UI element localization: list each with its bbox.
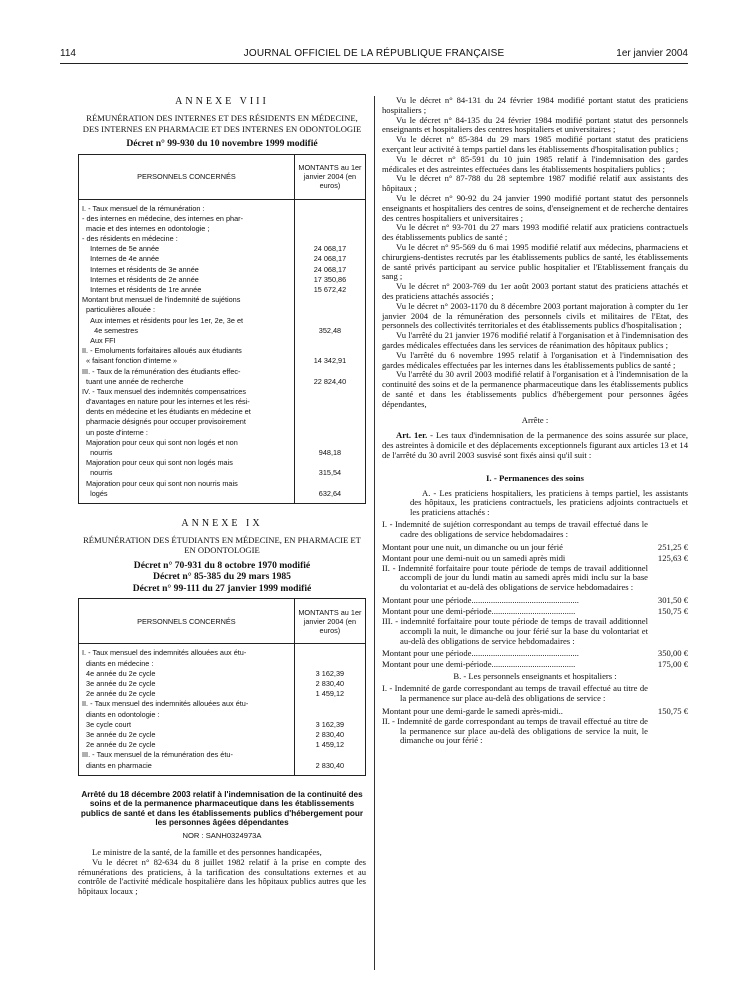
amount-value: 350,00 €	[657, 648, 688, 659]
annex9-labels	[79, 644, 295, 775]
annex9-decrets	[78, 560, 366, 595]
annex9-decret-2: Décret n° 85-385 du 29 mars 1985	[153, 571, 291, 583]
amount-value: 150,75 €	[657, 606, 688, 617]
table-row-label: un poste d'interne :	[82, 427, 148, 437]
table-row-label: d'avantages en nature pour les internes et les rési-	[82, 397, 250, 407]
table-row-value: 2 830,40	[315, 760, 345, 770]
annex9-subtitle: RÉMUNÉRATION DES ÉTUDIANTS EN MÉDECINE, EN PHARMACIE ET EN ODONTOLOGIE	[83, 534, 361, 556]
amount-value: 125,63 €	[657, 552, 688, 563]
amount-value: 175,00 €	[657, 659, 688, 670]
header-rule	[60, 63, 688, 64]
table-row-label: II. - Taux mensuel des indemnités allouées aux étu-	[82, 699, 249, 709]
annex9-col1-header: PERSONNELS CONCERNÉS	[79, 599, 295, 644]
article-1-label: Art. 1er.	[396, 430, 428, 441]
vu-paragraph: Vu le décret n° 93-701 du 27 mars 1993 modifié relatif aux praticiens contractuels des établissements publics de santé ;	[382, 222, 688, 243]
table-row-label: 4e année du 2e cycle	[82, 668, 156, 678]
table-row-label: Internes de 5e année	[82, 244, 160, 254]
amount-value: 301,50 €	[657, 595, 688, 606]
amount-row	[382, 542, 688, 553]
annex9-title: ANNEXE IX	[181, 517, 263, 529]
table-row-value: 24 068,17	[313, 244, 347, 254]
table-row-label: III. - Taux mensuel de la rémunération des étu-	[82, 750, 233, 760]
table-row-label: Majoration pour ceux qui sont non logés mais	[82, 458, 233, 468]
annex8-table	[78, 154, 366, 504]
table-row-label: Aux FFI	[82, 335, 116, 345]
table-row-value	[295, 407, 365, 417]
vu-paragraph: Vu le décret n° 84-131 du 24 février 1984 modifié portant statut des praticiens hospitaliers ;	[382, 95, 688, 115]
table-row-label: nourris	[82, 468, 113, 478]
table-row-label: particulières allouée :	[82, 305, 156, 315]
table-row-label: nourris	[82, 448, 113, 457]
vu-paragraph: Vu l'arrêté du 21 janvier 1976 modifié relatif à l'organisation et à l'indemnisation des gardes médicales effectuées dans les services de réanimation des hôpitaux publics ;	[382, 330, 688, 350]
table-row-label: dents en médecine et les étudiants en médecine et	[82, 407, 251, 417]
indemnity-item: II. - Indemnité forfaitaire pour toute période de temps de travail additionnel accompli de jour du lundi matin au samedi après midi inclu sur la base du volontariat et au-delà des obligations de service hebdomadaires :	[382, 562, 648, 593]
table-row-value	[295, 305, 365, 315]
left-column	[78, 96, 366, 897]
table-row-value: 3 162,39	[315, 668, 345, 678]
table-row-label: Internes et résidents de 3e année	[82, 264, 199, 274]
amount-label: Montant pour une période..................................................	[382, 595, 579, 606]
annex8-col1-header: PERSONNELS CONCERNÉS	[79, 154, 295, 199]
table-row-value: 2 830,40	[315, 679, 345, 688]
annex9-decret-3: Décret n° 99-111 du 27 janvier 1999 modifié	[132, 582, 312, 594]
journal-title: JOURNAL OFFICIEL DE LA RÉPUBLIQUE FRANÇAISE	[243, 48, 505, 59]
table-row-value: 24 068,17	[313, 254, 347, 264]
table-row-value	[295, 204, 365, 214]
annex8-title: ANNEXE VIII	[175, 96, 269, 107]
arrete-nor: NOR : SANH0324973A	[182, 831, 262, 841]
table-row-value	[295, 659, 365, 669]
table-row-label: diants en pharmacie	[82, 760, 152, 770]
amount-row	[382, 595, 688, 606]
table-row-label: 4e semestres	[82, 325, 138, 335]
table-row-value: 14 342,91	[313, 356, 347, 366]
vu-paragraph: Vu le décret n° 90-92 du 24 janvier 1990 modifié portant statut des personnels enseignants et hospitaliers des centres de soins, d'enseignement et de recherche dentaires des centres hospitaliers et universitaires ;	[382, 192, 688, 223]
table-row-value: 1 459,12	[315, 740, 345, 750]
table-row-label: macie et des internes en odontologie ;	[82, 223, 210, 233]
table-row-value: 17 350,86	[313, 274, 347, 284]
column-divider	[374, 96, 375, 970]
table-row-label: Internes de 4e année	[82, 254, 160, 264]
annex8-subtitle: RÉMUNÉRATION DES INTERNES ET DES RÉSIDENTS EN MÉDECINE, DES INTERNES EN PHARMACIE ET DES INTERNES EN ODONTOLOGIE	[82, 113, 362, 134]
table-row-value	[295, 346, 365, 356]
table-row-label: Majoration pour ceux qui sont non logés et non	[82, 437, 238, 447]
table-row-label: I. - Taux mensuel des indemnités allouées aux étu-	[82, 648, 247, 658]
items-a	[382, 520, 688, 670]
table-row-value	[295, 428, 365, 438]
right-column	[382, 96, 688, 748]
indemnity-item: III. - indemnité forfaitaire pour toute période de temps de travail additionnel accompli la nuit, le dimanche ou jour férié sur la base du volontariat et au-delà des obligations de service hebdomadaires :	[382, 616, 648, 646]
annex8-col2-header: MONTANTS au 1er janvier 2004 (en euros)	[294, 154, 365, 199]
table-row-value: 24 068,17	[313, 264, 347, 274]
table-row-value: 948,18	[318, 448, 342, 457]
table-row-value	[295, 234, 365, 244]
vu-paragraph: Vu le décret n° 2003-1170 du 8 décembre 2003 portant majoration à compter du 1er janvier 2004 de la rémunération des personnels civils et militaires de l'Etat, des personnels des collectivités territoriales et des établissements publics d'hospitalisation ;	[382, 300, 688, 331]
table-row-label: pharmacie désignés pour occuper provisoirement	[82, 417, 246, 427]
subsection-a: A. - Les praticiens hospitaliers, les praticiens à temps partiel, les assistants des hôpitaux, les praticiens contractuels, les praticiens adjoints contractuels et les praticiens attachés :	[410, 487, 688, 518]
arrete-title: Arrêté du 18 décembre 2003 relatif à l'indemnisation de la continuité des soins et de la permanence pharmaceutique dans les établissements publics de santé et dans les établissements publics d'hébergement pour les personnes âgées dépendantes	[80, 789, 364, 828]
table-row-label: 3e année du 2e cycle	[82, 729, 156, 739]
section-title: I. - Permanences des soins	[486, 472, 584, 483]
amount-value: 251,25 €	[657, 541, 688, 552]
table-row-label: Aux internes et résidents pour les 1er, 2e, 3e et	[82, 315, 244, 325]
table-row-label: Internes et résidents de 1re année	[82, 285, 202, 294]
table-row-value: 352,48	[318, 325, 342, 335]
amount-label: Montant pour une demi-période.......................................	[382, 659, 576, 670]
vu-paragraph: Vu le décret n° 84-135 du 24 février 1984 modifié portant statut des personnels enseignants et hospitaliers des centres hospitaliers et universitaires ;	[382, 114, 688, 135]
table-row-label: diants en médecine :	[82, 658, 154, 668]
table-row-label: Majoration pour ceux qui sont non nourris mais	[82, 478, 238, 488]
table-row-label: 3e année du 2e cycle	[82, 679, 156, 688]
table-row-value	[295, 699, 365, 709]
table-row-value	[295, 710, 365, 720]
arrete-word: Arrête :	[521, 414, 549, 425]
vu-list	[382, 96, 688, 410]
table-row-value	[295, 295, 365, 305]
annex9-decret-1: Décret n° 70-931 du 8 octobre 1970 modifié	[133, 559, 311, 571]
indemnity-item: I. - Indemnité de garde correspondant au temps de travail effectué au titre de la permanence sur place au-delà des obligations de service :	[382, 683, 648, 704]
article-1-text: - Les taux d'indemnisation de la permanence des soins assurée sur place, des astreintes à domicile et des déplacements exceptionnels figurant aux articles 13 et 14 de l'arrêté du 30 avril 2003 susvisé sont fixés ainsi qu'il suit :	[382, 430, 688, 460]
table-row-value	[295, 336, 365, 346]
amount-row	[382, 659, 688, 670]
amount-label: Montant pour une demi-nuit ou un samedi après midi	[382, 552, 566, 563]
arrete-vu-82-634: Vu le décret n° 82-634 du 8 juillet 1982 relatif à la prise en compte des rémunérations des praticiens, à la tarification des consultations externes et au contrôle de l'activité médicale hospitalière dans les hôpitaux publics autres que les hôpitaux locaux ;	[78, 856, 366, 897]
table-row-value	[295, 224, 365, 234]
amount-label: Montant pour une période..................................................	[382, 648, 579, 659]
indemnity-item: I. - Indemnité de sujétion correspondant au temps de travail effectué dans le cadre des obligations de service hebdomadaires :	[382, 519, 648, 539]
vu-paragraph: Vu le décret n° 85-384 du 29 mars 1985 modifié portant statut des praticiens exerçant leur activité à temps partiel dans les établissements d'hospitalisation publics ;	[382, 134, 688, 154]
table-row-value	[295, 458, 365, 468]
vu-paragraph: Vu le décret n° 95-569 du 6 mai 1995 modifié relatif aux médecins, pharmaciens et chirurgiens-dentistes recrutés par les établissements publics de santé, les établissements de santé privés participant au service public hospitalier et l'Etablissement français du sang ;	[382, 241, 688, 282]
table-row-value	[295, 316, 365, 326]
table-row-value: 315,54	[318, 468, 342, 478]
vu-paragraph: Vu le décret n° 2003-769 du 1er août 2003 portant statut des praticiens attachés et des praticiens attachés associés ;	[382, 281, 688, 301]
table-row-label: 3e cycle court	[82, 719, 132, 729]
table-row-label: diants en odontologie :	[82, 709, 160, 719]
table-row-value	[295, 397, 365, 407]
table-row-label: - des résidents en médecine :	[82, 234, 178, 244]
annex8-labels	[79, 199, 295, 503]
amount-label: Montant pour une nuit, un dimanche ou un jour férié	[382, 541, 563, 552]
table-row-label: tuant une année de recherche	[82, 376, 184, 386]
table-row-label: 2e année du 2e cycle	[82, 689, 156, 699]
table-row-value	[295, 438, 365, 448]
amount-label: Montant pour une demi-garde le samedi après-midi..	[382, 705, 563, 716]
amount-label: Montant pour une demi-période.......................................	[382, 606, 576, 617]
table-row-value	[295, 648, 365, 658]
items-b	[382, 684, 688, 746]
table-row-value: 22 824,40	[313, 376, 347, 386]
page-number: 114	[60, 48, 76, 59]
annex9-table	[78, 598, 366, 775]
annex9-values	[294, 644, 365, 775]
table-row-label: IV. - Taux mensuel des indemnités compensatrices	[82, 386, 246, 396]
subsection-b: B. - Les personnels enseignants et hospitaliers :	[453, 671, 617, 682]
table-row-label: II. - Emoluments forfaitaires alloués aux étudiants	[82, 346, 242, 356]
vu-paragraph: Vu le décret n° 85-591 du 10 juin 1985 relatif à l'indemnisation des gardes médicales et des astreintes effectuées dans les établissements hospitaliers publics ;	[382, 153, 688, 174]
table-row-value: 3 162,39	[315, 719, 345, 729]
arrete-intro: Le ministre de la santé, de la famille et des personnes handicapées,	[92, 847, 322, 858]
table-row-value	[295, 479, 365, 489]
table-row-value: 15 672,42	[313, 285, 347, 294]
amount-value: 150,75 €	[657, 705, 688, 716]
table-row-value: 1 459,12	[315, 689, 345, 699]
table-row-label: logés	[82, 488, 108, 498]
table-row-value: 632,64	[318, 488, 342, 498]
table-row-value	[295, 417, 365, 427]
table-row-label: - des internes en médecine, des internes en phar-	[82, 213, 244, 223]
annex8-values	[294, 199, 365, 503]
table-row-label: Montant brut mensuel de l'indemnité de sujétions	[82, 295, 241, 305]
table-row-value	[295, 387, 365, 397]
issue-date: 1er janvier 2004	[616, 48, 688, 59]
table-row-label: I. - Taux mensuel de la rémunération :	[82, 203, 205, 213]
indemnity-item: II. - Indemnité de garde correspondant au temps de travail effectué au titre de la permanence sur place au-delà des obligations de service la nuit, le dimanche ou jour férié :	[382, 715, 648, 746]
table-row-value	[295, 367, 365, 377]
article-1	[382, 431, 688, 460]
amount-row	[382, 648, 688, 659]
vu-paragraph: Vu l'arrêté du 6 novembre 1995 relatif à l'organisation et à l'indemnisation des gardes médicales effectuées par les internes dans les établissements publics de santé ;	[382, 349, 688, 370]
annex8-decret: Décret n° 99-930 du 10 novembre 1999 modifié	[126, 138, 318, 149]
annex9-col2-header: MONTANTS au 1er janvier 2004 (en euros)	[294, 599, 365, 644]
table-row-label: III. - Taux de la rémunération des étudiants effec-	[82, 366, 241, 376]
table-row-label: 2e année du 2e cycle	[82, 740, 156, 750]
table-row-label: Internes et résidents de 2e année	[82, 274, 199, 284]
page-header	[60, 48, 688, 62]
table-row-label: « faisant fonction d'interne »	[82, 356, 178, 366]
table-row-value: 2 830,40	[315, 729, 345, 739]
vu-paragraph: Vu l'arrêté du 30 avril 2003 modifié relatif à l'organisation et à l'indemnisation de la continuité des soins et de la permanence pharmaceutique dans les établissements publics de santé et dans les établissements publics d'hébergement pour personnes âgées dépendantes,	[382, 369, 688, 409]
table-row-value	[295, 214, 365, 224]
vu-paragraph: Vu le décret n° 87-788 du 28 septembre 1987 modifié relatif aux assistants des hôpitaux ;	[382, 173, 688, 194]
table-row-value	[295, 750, 365, 760]
